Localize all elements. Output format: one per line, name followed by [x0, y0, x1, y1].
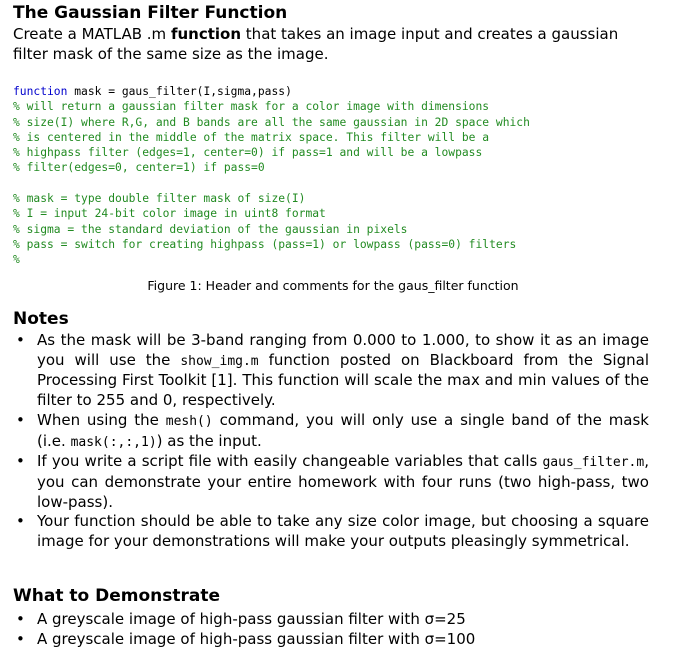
- note-text: , you can demonstrate your entire homework with four runs (two high-pass, two low-pass).: [37, 452, 649, 511]
- demo-text: A greyscale image of high-pass gaussian filter with σ=100: [37, 629, 476, 648]
- bullet-icon: •: [16, 331, 25, 349]
- note-text: If you write a script file with easily changeable variables that calls: [37, 452, 543, 471]
- note-text: Your function should be able to take any size color image, but choosing a square image for your demonstrations will make your outputs pleasingly symmetrical.: [37, 512, 649, 551]
- page-title: The Gaussian Filter Function: [13, 3, 288, 23]
- demo-heading: What to Demonstrate: [13, 586, 220, 606]
- bullet-icon: •: [16, 610, 25, 628]
- demo-text: A greyscale image of high-pass gaussian filter with σ=25: [37, 610, 466, 628]
- intro-bold-function: function: [170, 25, 242, 43]
- figure-caption: Figure 1: Header and comments for the gaus_filter function: [147, 278, 519, 293]
- code-comment-line: % will return a gaussian filter mask for a color image with dimensions: [13, 100, 490, 114]
- note-code: mask(:,:,1): [70, 434, 157, 450]
- notes-item: [13, 411, 649, 452]
- notes-heading: Notes: [13, 309, 69, 329]
- code-comment-line: %: [13, 253, 20, 267]
- demo-list: [13, 610, 649, 649]
- notes-item: [13, 331, 649, 411]
- code-comment-line: % filter(edges=0, center=1) if pass=0: [13, 161, 265, 175]
- intro-text-2: that takes an image input and creates a gaussian filter mask of the same size as the image.: [13, 25, 619, 63]
- code-comment-line: % size(I) where R,G, and B bands are all the same gaussian in 2D space which: [13, 115, 530, 129]
- bullet-icon: •: [16, 629, 25, 648]
- bullet-icon: •: [16, 410, 25, 429]
- note-code: gaus_filter.m: [542, 455, 645, 471]
- code-comment-line: % pass = switch for creating highpass (pass=1) or lowpass (pass=0) filters: [13, 237, 517, 251]
- demo-item: [13, 610, 649, 630]
- note-text: When using the: [37, 410, 166, 429]
- intro-text-1: Create a MATLAB .m: [13, 25, 171, 43]
- note-text: command, you will only use a single band of the mask (i.e.: [37, 410, 649, 450]
- notes-item: [13, 512, 649, 551]
- note-code: show_img.m: [180, 353, 259, 369]
- code-comment-line: % highpass filter (edges=1, center=0) if pass=1 and will be a lowpass: [13, 146, 483, 160]
- bullet-icon: •: [16, 452, 25, 471]
- note-text: As the mask will be 3-band ranging from 0.000 to 1.000, to show it as an image you will use the: [37, 331, 649, 369]
- demo-item: [13, 630, 649, 650]
- code-keyword-function: function: [13, 85, 68, 98]
- notes-list: [13, 331, 649, 552]
- bullet-icon: •: [16, 512, 25, 531]
- notes-item: [13, 452, 649, 512]
- note-code: mesh(): [165, 413, 213, 429]
- code-comment-line: % is centered in the middle of the matrix space. This filter will be a: [13, 130, 490, 144]
- note-text: ) as the input.: [156, 431, 262, 450]
- code-comment-line: % sigma = the standard deviation of the gaussian in pixels: [13, 222, 408, 236]
- code-listing: [13, 84, 530, 268]
- code-comment-line: % mask = type double filter mask of size(I): [13, 192, 306, 206]
- code-signature: mask = gaus_filter(I,sigma,pass): [67, 85, 292, 98]
- code-comment-line: % I = input 24-bit color image in uint8 format: [13, 207, 326, 221]
- intro-paragraph: [13, 24, 643, 64]
- note-text: function posted on Blackboard from the Signal Processing First Toolkit [1]. This function will scale the max and min values of the filter to 255 and 0, respectively.: [37, 350, 649, 410]
